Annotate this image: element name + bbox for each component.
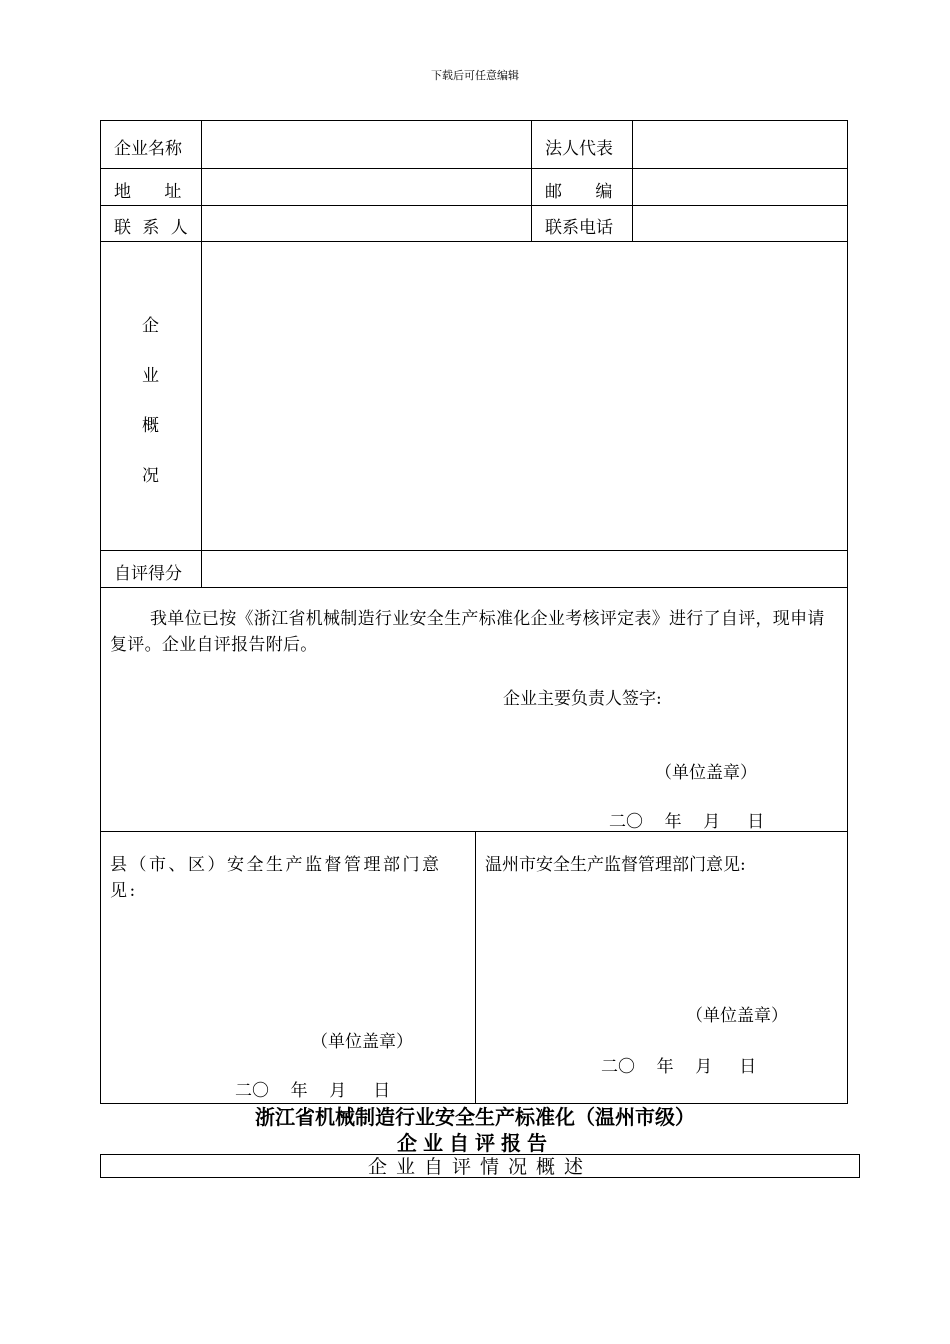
company-name-field[interactable]	[202, 121, 531, 168]
report-title: 浙江省机械制造行业安全生产标准化（温州市级）	[255, 1105, 695, 1129]
label-postcode: 邮 编	[545, 182, 613, 202]
header-note: 下载后可任意编辑	[431, 69, 519, 82]
postcode-field[interactable]	[633, 169, 847, 205]
overview-field[interactable]	[202, 242, 847, 550]
contact-field[interactable]	[202, 206, 531, 241]
overview-label-char: 况	[142, 466, 159, 486]
section-header-box: 企业自评情况概述	[100, 1154, 860, 1178]
declaration-text: 我单位已按《浙江省机械制造行业安全生产标准化企业考核评定表》进行了自评，现申请复评。企业自评报告附后。	[110, 609, 825, 655]
label-self-score: 自评得分	[114, 564, 182, 584]
label-legal-rep: 法人代表	[545, 139, 613, 159]
self-score-field[interactable]	[202, 551, 847, 587]
label-contact: 联 系 人	[114, 218, 188, 238]
phone-field[interactable]	[633, 206, 847, 241]
overview-label-char: 业	[142, 366, 159, 386]
label-company-name: 企业名称	[114, 139, 182, 159]
city-opinion-title: 温州市安全生产监督管理部门意见:	[485, 855, 746, 875]
address-field[interactable]	[202, 169, 531, 205]
county-seal: （单位盖章）	[311, 1032, 413, 1052]
overview-label-char: 企	[142, 316, 159, 336]
city-date: 二〇 年 月 日	[601, 1057, 757, 1077]
signature-label: 企业主要负责人签字:	[503, 689, 662, 709]
declaration-date: 二〇 年 月 日	[609, 812, 765, 832]
label-phone: 联系电话	[545, 218, 613, 238]
county-date: 二〇 年 月 日	[235, 1081, 391, 1101]
report-subtitle: 企业自评报告	[397, 1131, 553, 1155]
label-address: 地 址	[114, 182, 182, 202]
legal-rep-field[interactable]	[633, 121, 847, 168]
county-opinion-title: 县（市、区）安全生产监督管理部门意见:	[110, 855, 442, 901]
declaration-seal: （单位盖章）	[655, 763, 757, 783]
overview-label-char: 概	[142, 416, 159, 436]
city-seal: （单位盖章）	[686, 1006, 788, 1026]
